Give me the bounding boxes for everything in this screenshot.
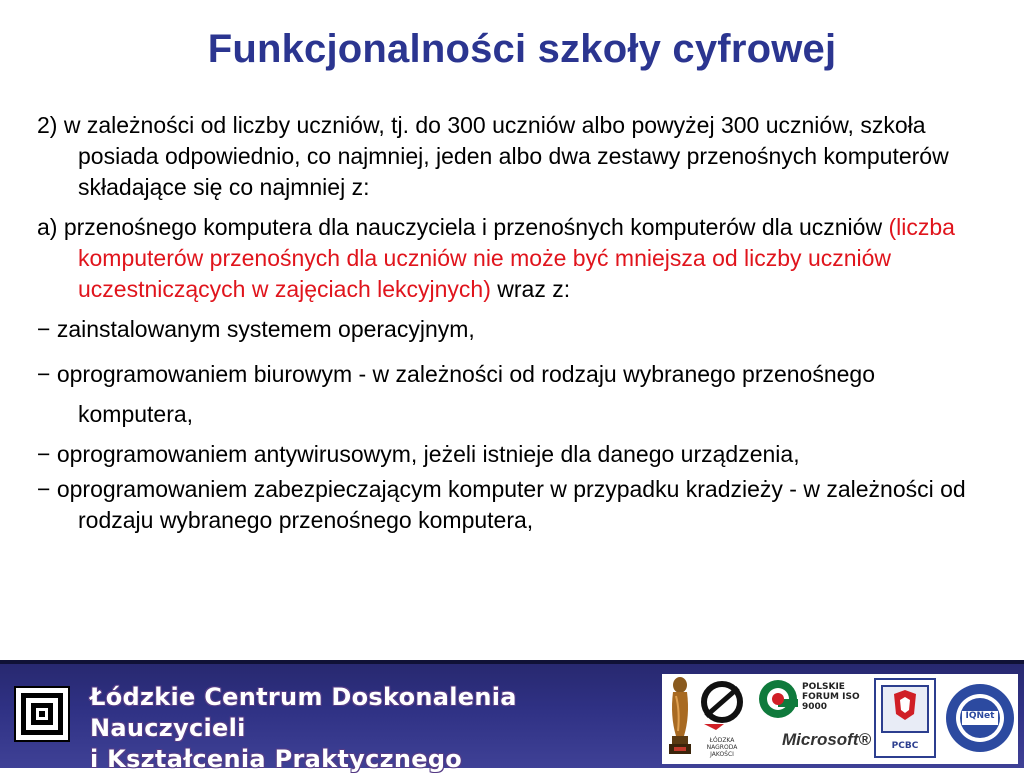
iso-9000-logo [756, 678, 864, 722]
certification-logos [662, 674, 1018, 764]
bullet-office-software: − oprogramowaniem biurowym - w zależności od rodzaju wybranego przenośnego komputera, [37, 361, 876, 427]
slide-title: Funkcjonalności szkoły cyfrowej [207, 27, 837, 71]
pcbc-emblem-icon [876, 680, 934, 738]
lodzka-nagroda-logo [698, 676, 746, 762]
iso-forum-icon [756, 678, 800, 720]
lodzka-nagroda-label: ŁÓDZKA NAGRODA JAKOŚCI [706, 737, 738, 758]
item-a-end: wraz z: [490, 276, 571, 302]
bullet-antivirus: − oprogramowaniem antywirusowym, jeżeli istnieje dla danego urządzenia, [37, 441, 800, 467]
statuette-award-icon [666, 676, 694, 758]
item-a-text: a) przenośnego komputera dla nauczyciela i przenośnych komputerów dla uczniów [37, 214, 889, 240]
organization-name [90, 682, 650, 775]
bullet-security-software: − oprogramowaniem zabezpieczającym komputer w przypadku kradzieży - w zależności od rodzaju wybranego przenośnego komputera, [37, 476, 966, 533]
microsoft-logo: Microsoft® [782, 730, 872, 749]
organization-name-line2: i Kształcenia Praktycznego [90, 745, 463, 773]
paragraph-item-a [37, 212, 977, 305]
footer-divider [0, 660, 1024, 664]
iqnet-label: IQNet [965, 711, 995, 721]
iso-forum-label: POLSKIE FORUM ISO 9000 [802, 682, 860, 712]
footer-bar [0, 660, 1024, 773]
paragraph-intro: 2) w zależności od liczby uczniów, tj. do 300 uczniów albo powyżej 300 uczniów, szkoła posiada odpowiednio, co najmniej, jeden albo dwa zestawy przenośnych komputerów składające się co najmniej z: [37, 112, 949, 200]
item-a-highlight: (liczba komputerów przenośnych dla uczniów nie może być mniejsza od liczby uczniów uczestniczących w zajęciach lekcyjnych) [78, 214, 955, 302]
organization-name-line1: Łódzkie Centrum Doskonalenia Nauczycieli [90, 683, 517, 742]
lodzka-nagroda-icon [698, 676, 746, 732]
pcbc-label: PCBC [891, 741, 919, 751]
slide-content [37, 110, 977, 536]
bullet-operating-system: − zainstalowanym systemem operacyjnym, [37, 316, 475, 342]
ldzn-square-logo-icon [14, 686, 70, 742]
pcbc-logo [874, 678, 936, 758]
